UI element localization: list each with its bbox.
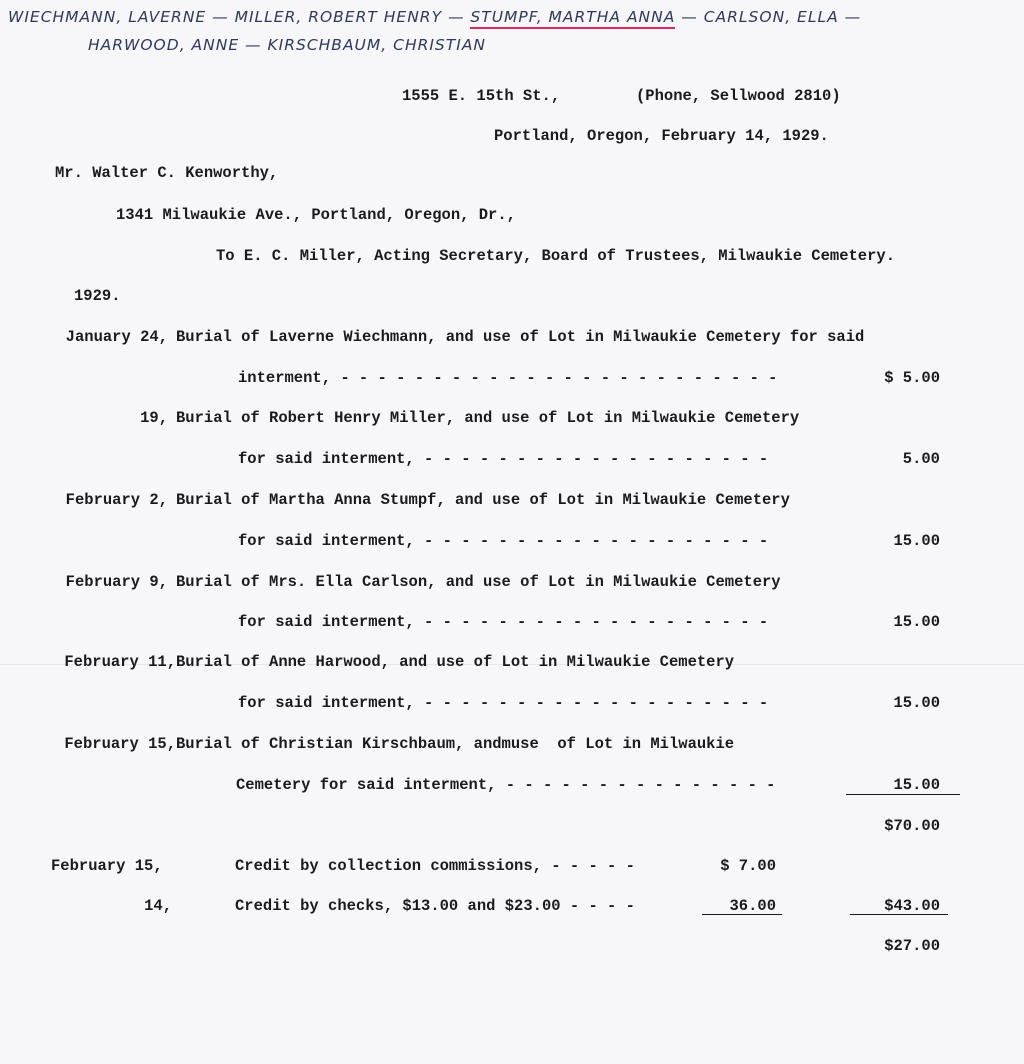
entry-amount: 15.00 — [893, 776, 940, 794]
entry-description: Burial of Anne Harwood, and use of Lot in Milwaukie Cemetery — [176, 653, 735, 671]
entry-date: February 2, — [65, 491, 168, 509]
handwritten-names-line-2: HARWOOD, ANNE — KIRSCHBAUM, CHRISTIAN — [88, 36, 487, 54]
sender-phone: (Phone, Sellwood 2810) — [636, 87, 841, 105]
subtotal-amount: $70.00 — [884, 817, 940, 835]
entry-amount: 5.00 — [902, 450, 940, 468]
credits-total: $43.00 — [884, 897, 940, 915]
entry-description-cont: for said interment, - - - - - - - - - - - - - - - - - - - — [238, 694, 769, 712]
entry-amount: 15.00 — [893, 532, 940, 550]
total-rule — [850, 914, 948, 915]
handwritten-names-line-1 — [8, 8, 861, 26]
entry-date: February 11, — [64, 653, 176, 671]
account-to-line: To E. C. Miller, Acting Secretary, Board of Trustees, Milwaukie Cemetery. — [216, 247, 896, 265]
credit-description: Credit by collection commissions, - - - - - — [235, 857, 635, 875]
credit-amount: $ 7.00 — [720, 857, 776, 875]
balance-due-amount: $27.00 — [884, 937, 940, 955]
recipient-address: 1341 Milwaukie Ave., Portland, Oregon, Dr., — [116, 206, 516, 224]
recipient-name: Mr. Walter C. Kenworthy, — [55, 164, 279, 182]
entry-description-cont: Cemetery for said interment, - - - - - - - - - - - - - - - — [236, 776, 776, 794]
entry-description: Burial of Robert Henry Miller, and use of Lot in Milwaukie Cemetery — [176, 409, 800, 427]
credit-amount: 36.00 — [729, 897, 776, 915]
entry-amount: 15.00 — [893, 694, 940, 712]
entry-description-cont: interment, - - - - - - - - - - - - - - - - - - - - - - - - — [238, 369, 778, 387]
entry-description: Burial of Mrs. Ella Carlson, and use of Lot in Milwaukie Cemetery — [176, 573, 781, 591]
handwritten-highlighted-name: STUMPF, MARTHA ANNA — [470, 8, 675, 29]
account-year: 1929. — [74, 287, 121, 305]
subtotal-rule — [846, 794, 960, 795]
entry-description-cont: for said interment, - - - - - - - - - - - - - - - - - - - — [238, 613, 769, 631]
entry-amount: 15.00 — [893, 613, 940, 631]
entry-date: February 15, — [64, 735, 176, 753]
entry-amount: $ 5.00 — [884, 369, 940, 387]
entry-date: January 24, — [65, 328, 168, 346]
credit-date: February 15, — [51, 857, 163, 875]
credit-date: 14, — [144, 897, 172, 915]
entry-description-cont: for said interment, - - - - - - - - - - - - - - - - - - - — [238, 450, 769, 468]
entry-description-cont: for said interment, - - - - - - - - - - - - - - - - - - - — [238, 532, 769, 550]
sender-address: 1555 E. 15th St., — [402, 87, 561, 105]
entry-date: 19, — [140, 409, 168, 427]
entry-date: February 9, — [65, 573, 168, 591]
credits-rule — [702, 914, 782, 915]
handwritten-names-b: — CARLSON, ELLA — — [681, 8, 862, 26]
place-and-date: Portland, Oregon, February 14, 1929. — [494, 127, 829, 145]
entry-description: Burial of Martha Anna Stumpf, and use of Lot in Milwaukie Cemetery — [176, 491, 790, 509]
credit-description: Credit by checks, $13.00 and $23.00 - - - - — [235, 897, 635, 915]
entry-description: Burial of Laverne Wiechmann, and use of Lot in Milwaukie Cemetery for said — [176, 328, 865, 346]
handwritten-names-a: WIECHMANN, LAVERNE — MILLER, ROBERT HENRY — — [8, 8, 465, 26]
entry-description: Burial of Christian Kirschbaum, andmuse of Lot in Milwaukie — [176, 735, 735, 753]
